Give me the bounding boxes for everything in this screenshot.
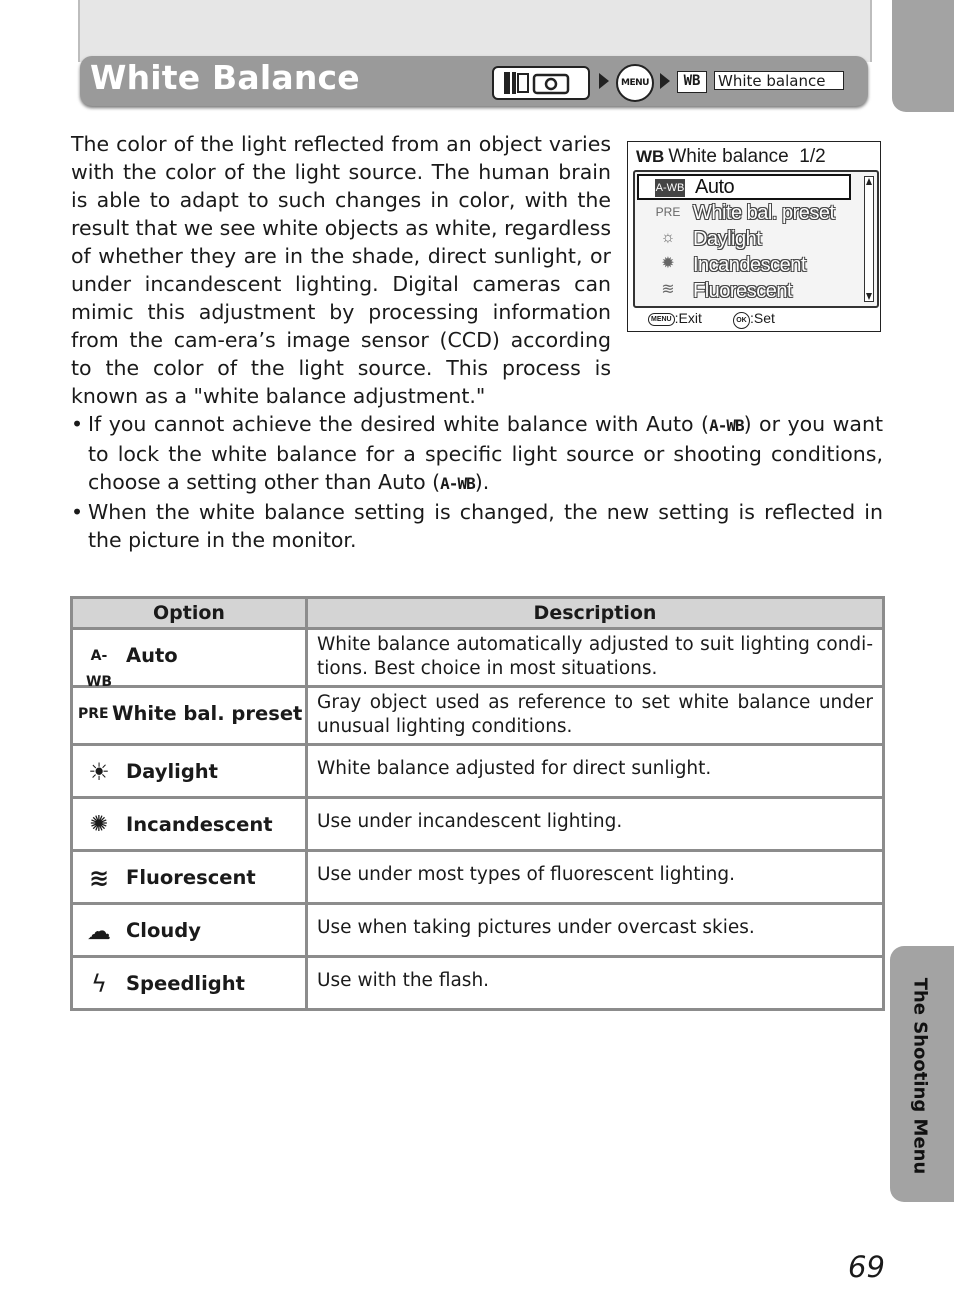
- section-side-label: The Shooting Menu: [909, 977, 931, 1175]
- lcd-menu-item[interactable]: ✹ Incandescent: [637, 252, 857, 278]
- menu-button-icon: MENU: [648, 313, 675, 326]
- title-bar: [80, 56, 868, 106]
- lcd-title: WB White balance 1/2: [636, 146, 826, 167]
- auto-wb-icon: A-WB: [85, 648, 113, 690]
- lcd-menu-list: [633, 170, 879, 308]
- list-item: • When the white balance setting is changed, the new setting is reflected in the picture in the monitor.: [71, 500, 883, 552]
- corner-tab: [892, 0, 954, 112]
- page-title: White Balance: [90, 58, 360, 97]
- lcd-menu-item[interactable]: ☼ Daylight: [637, 226, 857, 252]
- table-header-row: [72, 598, 884, 629]
- preset-icon: PRE: [655, 205, 681, 219]
- speedlight-icon: ϟ: [91, 970, 107, 998]
- lcd-menu-item[interactable]: A-WB Auto: [637, 174, 851, 200]
- bullet-list: [71, 410, 883, 554]
- list-item: • If you cannot achieve the desired white balance with Auto (A-WB) or you want to lock the white balance for a specific light source or shooting conditions, choose a setting other than Auto (A-WB).: [71, 412, 883, 494]
- daylight-icon: ☼: [660, 229, 676, 246]
- menu-item-label: White balance: [714, 71, 844, 90]
- table-row: PRE White bal. preset Gray object used as reference to set white balance under unusual lighting conditions.: [72, 687, 884, 745]
- fluorescent-icon: ≋: [661, 281, 675, 298]
- incandescent-icon: ✺: [89, 812, 109, 837]
- wb-icon: WB: [636, 147, 665, 166]
- column-header-description: Description: [307, 598, 884, 629]
- cloudy-icon: ☁: [87, 917, 111, 945]
- camera-monitor-illustration: [627, 141, 881, 332]
- table-row: ☁ Cloudy Use when taking pictures under overcast skies.: [72, 904, 884, 957]
- page-number: 69: [848, 1250, 885, 1284]
- column-header-option: Option: [72, 598, 307, 629]
- auto-wb-icon: A-WB: [709, 416, 744, 435]
- wb-icon: WB: [677, 71, 707, 93]
- lcd-page-indicator: 1/2: [799, 146, 826, 167]
- menu-button-icon: MENU: [616, 64, 654, 102]
- lcd-footer: MENU :Exit OK :Set: [648, 310, 775, 329]
- lcd-scrollbar[interactable]: [864, 176, 874, 302]
- auto-wb-icon: A-WB: [655, 179, 685, 197]
- ok-button-icon: OK: [733, 312, 750, 329]
- intro-paragraph: The color of the light reflected from an object varies with the color of the light source. The human brain is able to adapt to such changes in color, with the result that we see white objects as white, regardless of whether they are in the shade, direct sunlight, or under incandescent lighting. Digital cameras can mimic this adjustment by processing information from the cam-era’s image sensor (CCD) according to the color of the light source. This process is known as a "white balance adjustment.": [71, 132, 611, 408]
- table-row: ϟ Speedlight Use with the flash.: [72, 957, 884, 1010]
- daylight-icon: ☀: [88, 758, 110, 786]
- shooting-mode-icon: [492, 66, 590, 100]
- arrow-right-icon: [599, 73, 609, 89]
- lcd-menu-item[interactable]: ≋ Fluorescent: [637, 278, 857, 304]
- preset-icon: PRE: [78, 706, 109, 722]
- header-tab-background: [78, 0, 872, 62]
- arrow-right-icon: [660, 73, 670, 89]
- table-row: ≋ Fluorescent Use under most types of fluorescent lighting.: [72, 851, 884, 904]
- lcd-menu-item[interactable]: PRE White bal. preset: [637, 200, 857, 226]
- table-row: ☀ Daylight White balance adjusted for direct sunlight.: [72, 745, 884, 798]
- table-row: ✺ Incandescent Use under incandescent lighting.: [72, 798, 884, 851]
- incandescent-icon: ✹: [661, 255, 675, 272]
- auto-wb-icon: A-WB: [440, 474, 475, 493]
- white-balance-options-table: [70, 596, 885, 1011]
- fluorescent-icon: ≋: [88, 864, 110, 892]
- table-row: A-WB Auto White balance automatically adjusted to suit lighting condi-tions. Best choice in most situations.: [72, 629, 884, 687]
